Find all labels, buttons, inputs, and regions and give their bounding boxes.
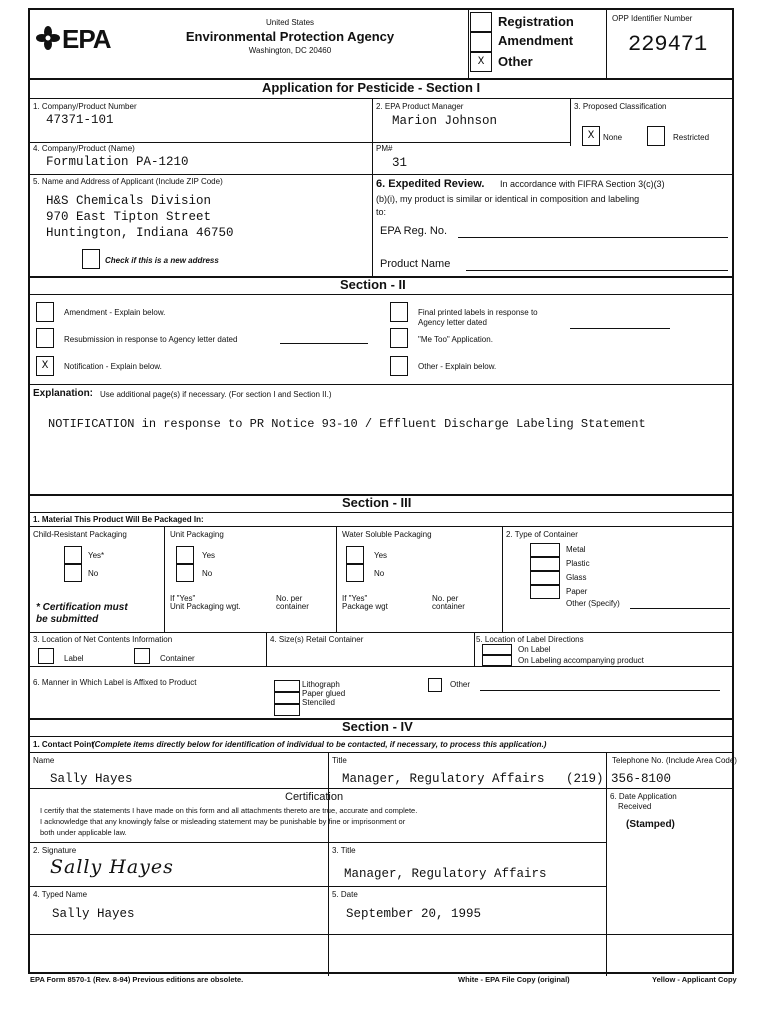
opp-label: OPP Identifier Number [612, 14, 693, 23]
on-label-label: On Label [518, 645, 551, 654]
expedited-text1: In accordance with FIFRA Section 3(c)(3) [500, 179, 665, 189]
name-label: Name [33, 756, 55, 765]
product-name-field[interactable] [466, 270, 728, 271]
cert-note2: be submitted [36, 614, 99, 625]
child-resistant-no-checkbox[interactable] [64, 564, 82, 582]
phone-value[interactable]: (219) 356-8100 [566, 772, 672, 786]
sizes-label: 4. Size(s) Retail Container [270, 635, 364, 644]
footer-form-id: EPA Form 8570-1 (Rev. 8-94) Previous editions are obsolete. [30, 975, 244, 984]
water-soluble-yes-label: Yes [374, 551, 388, 560]
amendment-explain-label: Amendment - Explain below. [64, 308, 166, 317]
new-address-label: Check if this is a new address [105, 256, 219, 265]
resubmission-label: Resubmission in response to Agency letter dated [64, 335, 238, 344]
lithograph-label: Lithograph [302, 680, 340, 689]
manner-other-field[interactable] [480, 690, 720, 691]
date-label: 5. Date [332, 890, 358, 899]
agency-name: Environmental Protection Agency [185, 29, 395, 44]
material-label: 1. Material This Product Will Be Packaged In: [33, 515, 204, 524]
unit-packaging-yes-label: Yes [202, 551, 216, 560]
net-label-checkbox[interactable] [38, 648, 54, 664]
final-labels-date-field[interactable] [570, 328, 670, 329]
other-label: Other [498, 54, 533, 69]
amendment-explain-checkbox[interactable] [36, 302, 54, 322]
label-directions-label: 5. Location of Label Directions [476, 635, 584, 644]
glass-label: Glass [566, 573, 587, 582]
on-labeling-label: On Labeling accompanying product [518, 656, 644, 665]
applicant-line1[interactable]: H&S Chemicals Division [46, 194, 212, 208]
explanation-note: Use additional page(s) if necessary. (For section I and Section II.) [100, 390, 332, 399]
applicant-line2[interactable]: 970 East Tipton Street [46, 210, 212, 224]
final-labels-line1: Final printed labels in response to [418, 308, 538, 317]
name-value[interactable]: Sally Hayes [50, 772, 133, 786]
class-none-label: None [603, 133, 623, 142]
water-soluble-label: Water Soluble Packaging [342, 530, 432, 539]
epa-logo [36, 20, 126, 56]
title-value[interactable]: Manager, Regulatory Affairs [342, 772, 545, 786]
class-restricted-label: Restricted [673, 133, 710, 142]
registration-label: Registration [498, 14, 574, 29]
product-name-label: Product Name [380, 258, 451, 270]
net-label-label: Label [64, 654, 84, 663]
paper-glued-checkbox[interactable] [274, 692, 300, 704]
section1-title: Application for Pesticide - Section I [262, 80, 481, 95]
classification-label: 3. Proposed Classification [574, 102, 667, 111]
water-if-yes: If "Yes" [342, 594, 368, 603]
stenciled-label: Stenciled [302, 698, 335, 707]
child-resistant-yes-label: Yes* [88, 551, 105, 560]
child-resistant-yes-checkbox[interactable] [64, 546, 82, 564]
product-manager[interactable]: Marion Johnson [392, 114, 498, 128]
application-form [28, 8, 737, 974]
unit-packaging-no-label: No [202, 569, 213, 578]
expedited-text3: to: [376, 207, 387, 217]
plastic-checkbox[interactable] [530, 557, 560, 571]
stenciled-checkbox[interactable] [274, 704, 300, 716]
unit-pkg-wgt: Unit Packaging wgt. [170, 602, 241, 611]
agency-city: Washington, DC 20460 [248, 46, 332, 55]
epa-reg-label: EPA Reg. No. [380, 225, 448, 237]
manner-label: 6. Manner in Which Label is Affixed to Product [33, 678, 197, 687]
child-resistant-label: Child-Resistant Packaging [33, 530, 127, 539]
date-received-label1: 6. Date Application [610, 792, 677, 801]
water-container: container [432, 602, 465, 611]
expedited-text2: (b)(i), my product is similar or identical in composition and labeling [376, 194, 640, 204]
agency-line1: United States [265, 18, 315, 27]
product-manager-label: 2. EPA Product Manager [376, 102, 464, 111]
other-specify-field[interactable] [630, 608, 730, 609]
notification-label: Notification - Explain below. [64, 362, 162, 371]
title-label: Title [332, 756, 347, 765]
water-soluble-no-checkbox[interactable] [346, 564, 364, 582]
signature-label: 2. Signature [33, 846, 77, 855]
title2-label: 3. Title [332, 846, 356, 855]
final-labels-line2: Agency letter dated [418, 318, 487, 327]
unit-no-per: No. per [276, 594, 303, 603]
opp-number: 229471 [628, 32, 708, 57]
expedited-title: 6. Expedited Review. [376, 178, 485, 190]
company-product-number-label: 1. Company/Product Number [33, 102, 137, 111]
footer-yellow-copy: Yellow - Applicant Copy [652, 975, 737, 984]
water-soluble-yes-checkbox[interactable] [346, 546, 364, 564]
net-container-label: Container [160, 654, 195, 663]
title2-value[interactable]: Manager, Regulatory Affairs [344, 867, 547, 881]
metal-label: Metal [566, 545, 586, 554]
cert-text1: I certify that the statements I have made on this form and all attachments thereto are true, accurate and complete. [40, 806, 418, 815]
me-too-label: "Me Too" Application. [418, 335, 493, 344]
child-resistant-no-label: No [88, 569, 99, 578]
plastic-label: Plastic [566, 559, 590, 568]
water-no-per: No. per [432, 594, 459, 603]
paper-glued-label: Paper glued [302, 689, 346, 698]
company-product-name-label: 4. Company/Product (Name) [33, 144, 135, 153]
amendment-label: Amendment [498, 33, 574, 48]
applicant-label: 5. Name and Address of Applicant (Include ZIP Code) [33, 177, 223, 186]
new-address-checkbox[interactable] [82, 249, 100, 269]
unit-if-yes: If "Yes" [170, 594, 196, 603]
pm-label: PM# [376, 144, 393, 153]
certification-title: Certification [285, 791, 344, 803]
other-explain-label: Other - Explain below. [418, 362, 497, 371]
glass-checkbox[interactable] [530, 571, 560, 585]
other-specify-label: Other (Specify) [566, 599, 620, 608]
resubmission-checkbox[interactable] [36, 328, 54, 348]
section2-title: Section - II [340, 277, 406, 292]
typed-name-value[interactable]: Sally Hayes [52, 907, 135, 921]
contact-note: (Complete items directly below for identification of individual to be contacted, if necessary, to process this application.) [92, 740, 547, 749]
net-contents-label: 3. Location of Net Contents Information [33, 635, 173, 644]
class-none-checkbox[interactable]: X [582, 126, 600, 146]
date-value[interactable]: September 20, 1995 [346, 907, 482, 921]
footer-white-copy: White - EPA File Copy (original) [458, 975, 570, 984]
epa-reg-field[interactable] [458, 237, 728, 238]
date-received-label2: Received [618, 802, 652, 811]
applicant-line3[interactable]: Huntington, Indiana 46750 [46, 226, 234, 240]
other-checkbox[interactable]: X [470, 52, 492, 72]
unit-packaging-no-checkbox[interactable] [176, 564, 194, 582]
unit-packaging-yes-checkbox[interactable] [176, 546, 194, 564]
resubmission-date-field[interactable] [280, 343, 368, 344]
class-restricted-checkbox[interactable] [647, 126, 665, 146]
section3-title: Section - III [342, 495, 412, 510]
paper-checkbox[interactable] [530, 585, 560, 599]
pm-number[interactable]: 31 [392, 156, 408, 170]
on-labeling-checkbox[interactable] [482, 655, 512, 666]
cert-text2: I acknowledge that any knowingly false or misleading statement may be punishable by fine or imprisonment or [40, 817, 406, 826]
paper-label: Paper [566, 587, 588, 596]
me-too-checkbox[interactable] [390, 328, 408, 348]
company-product-name[interactable]: Formulation PA-1210 [46, 155, 189, 169]
epa-logo-text: EPA [62, 24, 111, 54]
notification-checkbox[interactable]: X [36, 356, 54, 376]
date-received-label3: (Stamped) [626, 819, 675, 830]
other-explain-checkbox[interactable] [390, 356, 408, 376]
registration-checkbox[interactable] [470, 12, 492, 32]
cert-text3: both under applicable law. [40, 828, 127, 837]
metal-checkbox[interactable] [530, 543, 560, 557]
on-label-checkbox[interactable] [482, 644, 512, 655]
company-product-number[interactable]: 47371-101 [46, 113, 114, 127]
amendment-checkbox[interactable] [470, 32, 492, 52]
manner-other-checkbox[interactable] [428, 678, 442, 692]
contact-label: 1. Contact Point [33, 740, 94, 749]
unit-container: container [276, 602, 309, 611]
net-container-checkbox[interactable] [134, 648, 150, 664]
water-soluble-no-label: No [374, 569, 385, 578]
explanation-text[interactable]: NOTIFICATION in response to PR Notice 93-10 / Effluent Discharge Labeling Statement [48, 417, 646, 431]
water-pkg-wgt: Package wgt [342, 602, 388, 611]
manner-other-label: Other [450, 680, 471, 689]
explanation-label: Explanation: [33, 388, 94, 399]
final-labels-checkbox[interactable] [390, 302, 408, 322]
unit-packaging-label: Unit Packaging [170, 530, 224, 539]
container-type-label: 2. Type of Container [506, 530, 578, 539]
section4-title: Section - IV [342, 719, 413, 734]
signature-value[interactable]: Sally Hayes [50, 856, 174, 878]
cert-note1: * Certification must [36, 602, 128, 613]
typed-name-label: 4. Typed Name [33, 890, 88, 899]
phone-label: Telephone No. (Include Area Code) [612, 756, 737, 765]
lithograph-checkbox[interactable] [274, 680, 300, 692]
